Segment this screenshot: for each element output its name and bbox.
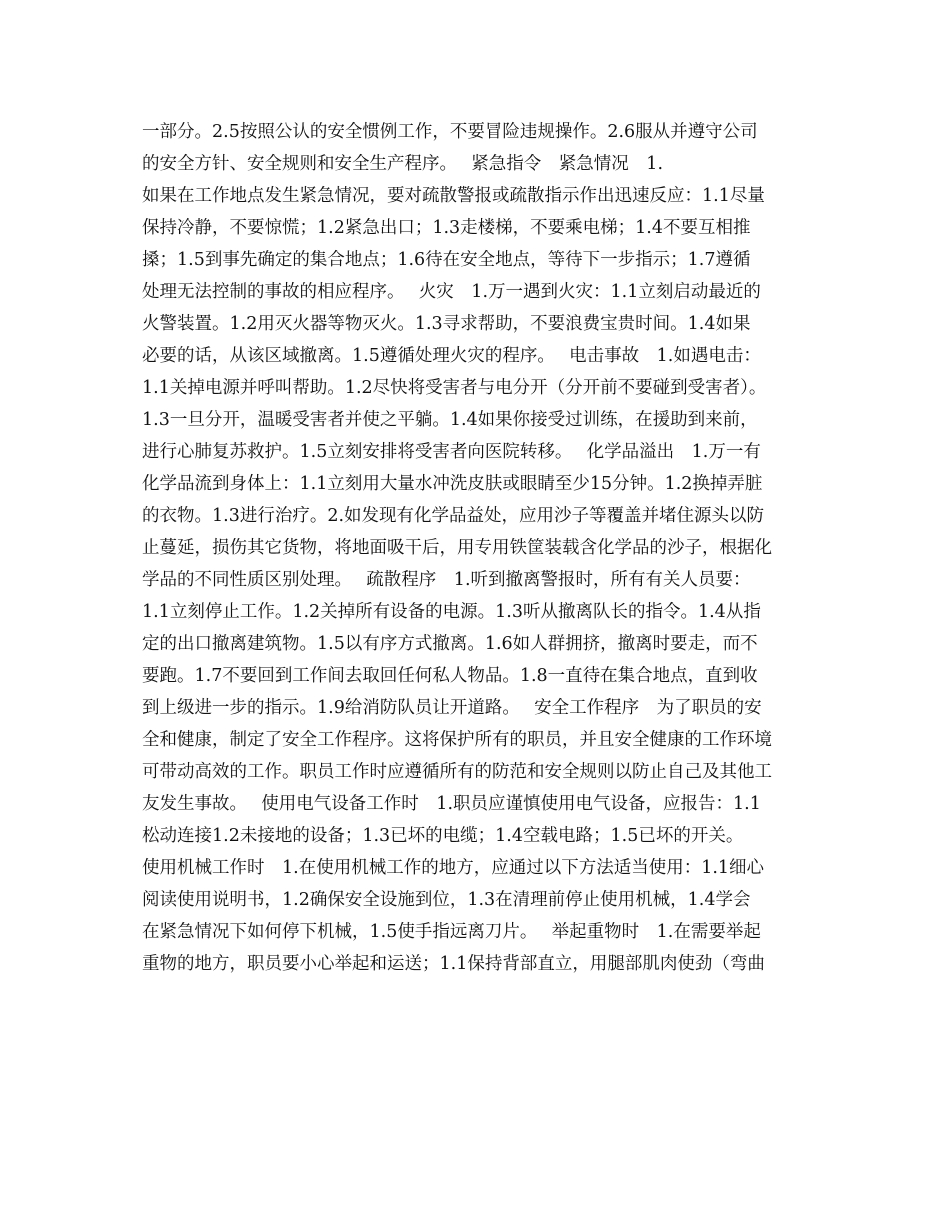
text-line: 可带动高效的工作。职员工作时应遵循所有的防范和安全规则以防止自己及其他工 <box>142 762 772 782</box>
text-line: 必要的话，从该区域撤离。1.5遵循处理火灾的程序。 电击事故 1.如遇电击： <box>142 346 761 366</box>
text-line: 定的出口撤离建筑物。1.5以有序方式撤离。1.6如人群拥挤，撤离时要走，而不 <box>142 634 758 654</box>
text-line: 火警装置。1.2用灭火器等物灭火。1.3寻求帮助，不要浪费宝贵时间。1.4如果 <box>142 314 751 334</box>
text-line: 止蔓延，损伤其它货物，将地面吸干后，用专用铁筐装载含化学品的沙子，根据化 <box>142 538 772 558</box>
text-line: 化学品流到身体上：1.1立刻用大量水冲洗皮肤或眼睛至少15分钟。1.2换掉弄脏 <box>142 474 763 494</box>
text-line: 松动连接1.2未接地的设备；1.3已坏的电缆；1.4空载电路；1.5已坏的开关。 <box>142 826 744 846</box>
text-line: 1.3一旦分开，温暖受害者并使之平躺。1.4如果你接受过训练，在援助到来前， <box>142 410 758 430</box>
text-line: 阅读使用说明书，1.2确保安全设施到位，1.3在清理前停止使用机械，1.4学会 <box>142 890 751 910</box>
text-line: 搡；1.5到事先确定的集合地点；1.6待在安全地点，等待下一步指示；1.7遵循 <box>142 250 751 270</box>
text-line: 一部分。2.5按照公认的安全惯例工作，不要冒险违规操作。2.6服从并遵守公司 <box>142 122 758 142</box>
text-line: 学品的不同性质区别处理。 疏散程序 1.听到撤离警报时，所有有关人员要： <box>142 570 751 590</box>
text-line: 到上级进一步的指示。1.9给消防队员让开道路。 安全工作程序 为了职员的安 <box>142 698 762 718</box>
text-line: 1.1关掉电源并呼叫帮助。1.2尽快将受害者与电分开（分开前不要碰到受害者）。 <box>142 378 767 398</box>
text-line: 如果在工作地点发生紧急情况，要对疏散警报或疏散指示作出迅速反应：1.1尽量 <box>142 186 765 206</box>
text-line: 友发生事故。 使用电气设备工作时 1.职员应谨慎使用电气设备，应报告：1.1 <box>142 794 761 814</box>
text-line: 使用机械工作时 1.在使用机械工作的地方，应通过以下方法适当使用：1.1细心 <box>142 858 765 878</box>
text-line: 全和健康，制定了安全工作程序。这将保护所有的职员，并且安全健康的工作环境 <box>142 730 772 750</box>
text-line: 在紧急情况下如何停下机械，1.5使手指远离刀片。 举起重物时 1.在需要举起 <box>142 922 761 942</box>
text-line: 处理无法控制的事故的相应程序。 火灾 1.万一遇到火灾：1.1立刻启动最近的 <box>142 282 761 302</box>
text-line: 的衣物。1.3进行治疗。2.如发现有化学品益处，应用沙子等覆盖并堵住源头以防 <box>142 506 765 526</box>
body-text <box>142 116 822 980</box>
text-line: 重物的地方，职员要小心举起和运送；1.1保持背部直立，用腿部肌肉使劲（弯曲 <box>142 954 765 974</box>
text-line: 的安全方针、安全规则和安全生产程序。 紧急指令 紧急情况 1. <box>142 154 664 174</box>
text-line: 1.1立刻停止工作。1.2关掉所有设备的电源。1.3听从撤离队长的指令。1.4从指 <box>142 602 761 622</box>
text-line: 保持冷静，不要惊慌；1.2紧急出口；1.3走楼梯，不要乘电梯；1.4不要互相推 <box>142 218 751 238</box>
text-line: 进行心肺复苏救护。1.5立刻安排将受害者向医院转移。 化学品溢出 1.万一有 <box>142 442 761 462</box>
text-line: 要跑。1.7不要回到工作间去取回任何私人物品。1.8一直待在集合地点，直到收 <box>142 666 758 686</box>
